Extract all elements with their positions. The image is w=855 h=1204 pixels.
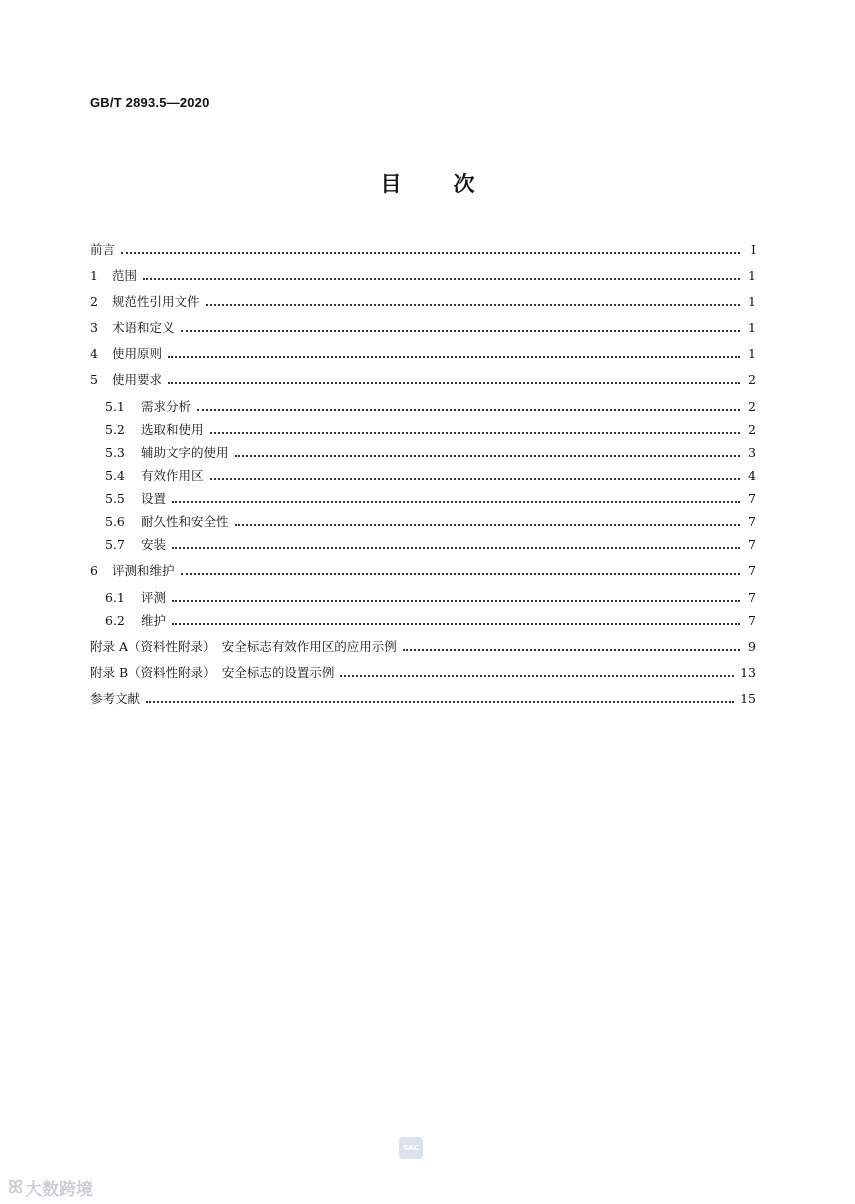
- toc-entry-page: 1: [748, 346, 756, 361]
- toc-entry-number: 5.7: [105, 537, 125, 552]
- toc-entry-6-2[interactable]: [105, 611, 756, 631]
- toc-entry-page: 7: [748, 590, 756, 605]
- toc-entry-label: 术语和定义: [112, 320, 175, 335]
- watermark-text: 大数跨境: [24, 1180, 93, 1200]
- toc-entry-5-7[interactable]: [105, 535, 756, 555]
- toc-entry-page: 7: [748, 613, 756, 628]
- toc-entry-5-2[interactable]: [105, 420, 756, 440]
- toc-entry-label: 耐久性和安全性: [141, 514, 229, 529]
- dot-leader: [403, 637, 740, 657]
- toc-entry-page: Ⅰ: [751, 242, 756, 257]
- toc-entry-label: 范围: [112, 268, 138, 283]
- watermark: [8, 1175, 93, 1200]
- toc-entry-label: 辅助文字的使用: [141, 445, 229, 460]
- toc-entry-number: 6.2: [105, 613, 125, 628]
- toc-entry-label: 选取和使用: [141, 422, 204, 437]
- toc-entry-5-4[interactable]: [105, 466, 756, 486]
- publisher-logo-icon: SAC: [399, 1137, 423, 1159]
- toc-entry-label: 需求分析: [141, 399, 192, 414]
- toc-entry-annex-a[interactable]: [90, 637, 756, 657]
- dot-leader: [197, 397, 740, 417]
- title-char-2: 次: [453, 172, 475, 196]
- toc-entry-number: 2: [90, 294, 98, 309]
- toc-entry-number: 6.1: [105, 590, 125, 605]
- toc-entry-page: 7: [748, 563, 756, 578]
- toc-entry-page: 1: [748, 320, 756, 335]
- dot-leader: [235, 443, 740, 463]
- toc-entry-label: 评测: [141, 590, 167, 605]
- dot-leader: [121, 240, 740, 260]
- toc-entry-page: 15: [740, 691, 756, 706]
- dot-leader: [168, 344, 740, 364]
- toc-entry-1[interactable]: [90, 266, 756, 286]
- toc-entry-label: 使用要求: [112, 372, 163, 387]
- toc-entry-number: 6: [90, 563, 98, 578]
- toc-entry-page: 9: [748, 639, 756, 654]
- toc-entry-3[interactable]: [90, 318, 756, 338]
- toc-entry-page: 13: [740, 665, 756, 680]
- toc-entry-number: 5.4: [105, 468, 125, 483]
- toc-entry-foreword[interactable]: [90, 240, 756, 260]
- dot-leader: [181, 318, 740, 338]
- toc-entry-number: 5.5: [105, 491, 125, 506]
- toc-entry-5-6[interactable]: [105, 512, 756, 532]
- toc-entry-label: 附录 A（资料性附录） 安全标志有效作用区的应用示例: [90, 639, 397, 654]
- toc-entry-number: 3: [90, 320, 98, 335]
- toc-entry-page: 7: [748, 514, 756, 529]
- toc-entry-page: 1: [748, 294, 756, 309]
- toc-entry-label: 前言: [90, 242, 116, 257]
- toc-entry-page: 7: [748, 537, 756, 552]
- dot-leader: [146, 689, 734, 709]
- dot-leader: [235, 512, 740, 532]
- dot-leader: [340, 663, 734, 683]
- dot-leader: [210, 466, 740, 486]
- dot-leader: [206, 292, 740, 312]
- toc-entry-number: 5: [90, 372, 98, 387]
- toc-entry-label: 安装: [141, 537, 167, 552]
- toc-entry-page: 3: [748, 445, 756, 460]
- toc-entry-2[interactable]: [90, 292, 756, 312]
- toc-entry-label: 维护: [141, 613, 167, 628]
- toc-entry-bibliography[interactable]: [90, 689, 756, 709]
- toc-entry-number: 5.1: [105, 399, 125, 414]
- toc-entry-number: 1: [90, 268, 98, 283]
- toc-entry-number: 5.2: [105, 422, 125, 437]
- document-code: GB/T 2893.5—2020: [90, 95, 210, 110]
- toc-entry-label: 参考文献: [90, 691, 141, 706]
- toc-entry-label: 使用原则: [112, 346, 163, 361]
- toc-entry-6-1[interactable]: [105, 588, 756, 608]
- toc-entry-5-3[interactable]: [105, 443, 756, 463]
- toc-entry-6[interactable]: [90, 561, 756, 581]
- watermark-logo-icon: ꕤ: [8, 1177, 21, 1198]
- toc-entry-5-1[interactable]: [105, 397, 756, 417]
- dot-leader: [168, 370, 740, 390]
- dot-leader: [172, 535, 740, 555]
- title-char-1: 目: [380, 172, 402, 196]
- dot-leader: [143, 266, 740, 286]
- dot-leader: [172, 611, 740, 631]
- toc-entry-number: 4: [90, 346, 98, 361]
- toc-entry-number: 5.3: [105, 445, 125, 460]
- toc-entry-page: 2: [748, 422, 756, 437]
- toc-entry-page: 2: [748, 399, 756, 414]
- toc-entry-label: 有效作用区: [141, 468, 204, 483]
- toc-entry-annex-b[interactable]: [90, 663, 756, 683]
- dot-leader: [181, 561, 740, 581]
- toc-entry-4[interactable]: [90, 344, 756, 364]
- toc-entry-number: 5.6: [105, 514, 125, 529]
- dot-leader: [210, 420, 740, 440]
- page-title: [0, 168, 855, 198]
- toc-entry-label: 规范性引用文件: [112, 294, 200, 309]
- dot-leader: [172, 489, 740, 509]
- toc-entry-5-5[interactable]: [105, 489, 756, 509]
- toc-entry-label: 附录 B（资料性附录） 安全标志的设置示例: [90, 665, 335, 680]
- toc-entry-page: 7: [748, 491, 756, 506]
- toc-entry-page: 2: [748, 372, 756, 387]
- toc-entry-5[interactable]: [90, 370, 756, 390]
- dot-leader: [172, 588, 740, 608]
- toc-entry-page: 4: [748, 468, 756, 483]
- toc-entry-label: 评测和维护: [112, 563, 175, 578]
- toc-entry-page: 1: [748, 268, 756, 283]
- toc-entry-label: 设置: [141, 491, 167, 506]
